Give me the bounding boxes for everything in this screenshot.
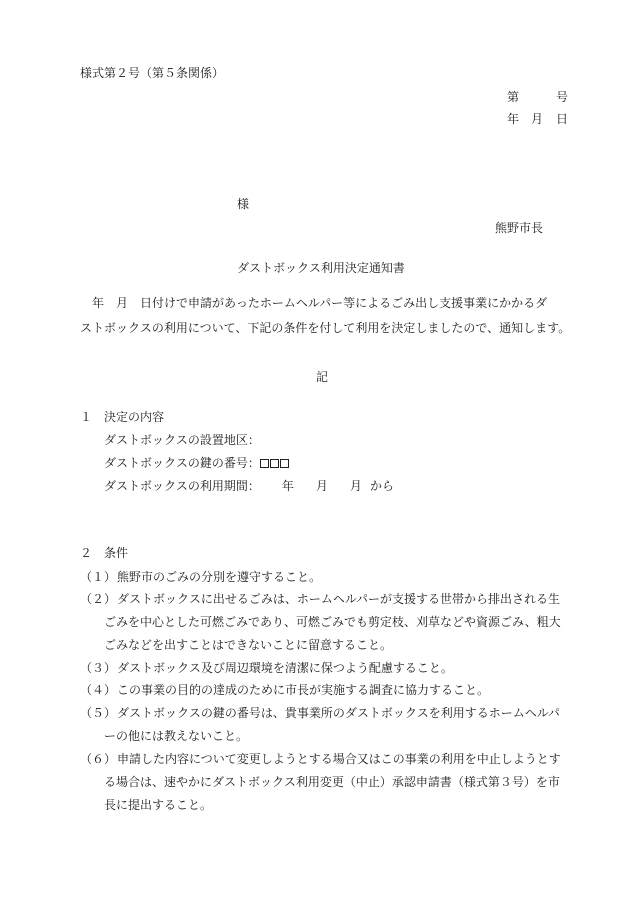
dustbox-area-label: ダストボックスの設置地区： xyxy=(104,433,260,447)
condition-item-6-line-1: 申請した内容について変更しようとする場合又はこの事業の利用を中止しようとす xyxy=(117,752,561,766)
condition-item-2-line-1: ダストボックスに出せるごみは、ホームヘルパーが支援する世帯から排出される生 xyxy=(117,592,561,606)
condition-item-4-label: （４） xyxy=(80,683,117,697)
condition-item-2-line-2: ごみを中心とした可燃ごみであり、可燃ごみでも剪定枝、刈草などや資源ごみ、粗大 xyxy=(104,615,561,629)
period-from: から xyxy=(369,479,394,493)
dustbox-key-row xyxy=(104,456,290,471)
body-line-1-rest: 日付けで申請があったホームヘルパー等によるごみ出し支援事業にかかるダ xyxy=(140,296,548,310)
body-date-month: 月 xyxy=(116,296,129,310)
period-month-1: 月 xyxy=(315,479,328,493)
condition-item-5-line-2: ーの他には教えないこと。 xyxy=(104,729,249,743)
doc-number-suffix: 号 xyxy=(556,90,569,104)
period-year: 年 xyxy=(281,479,294,493)
date-day: 日 xyxy=(556,112,569,126)
body-line-1 xyxy=(92,296,547,311)
condition-item-4-line-1: この事業の目的の達成のために市長が実施する調査に協力すること。 xyxy=(117,683,490,697)
section1-heading: 決定の内容 xyxy=(104,410,165,424)
key-digit-box xyxy=(280,459,289,468)
condition-item-6-line-2: る場合は、速やかにダストボックス利用変更（中止）承認申請書（様式第３号）を市 xyxy=(104,775,560,789)
date-year: 年 xyxy=(507,112,520,126)
condition-item-5-line-1: ダストボックスの鍵の番号は、貴事業所のダストボックスを利用するホームヘルパ xyxy=(117,706,560,720)
date-month: 月 xyxy=(531,112,544,126)
issuer-name: 熊野市長 xyxy=(495,221,544,235)
section1-number: １ xyxy=(80,410,93,424)
condition-item-1-label: （１） xyxy=(80,570,117,584)
condition-item-2-line-3: ごみなどを出すことはできないことに留意すること。 xyxy=(104,638,393,652)
period-month-2: 月 xyxy=(349,479,362,493)
condition-item-2-label: （２） xyxy=(80,592,117,606)
section2-number: ２ xyxy=(80,546,93,560)
key-digit-box xyxy=(270,459,279,468)
dustbox-period-label: ダストボックスの利用期間： xyxy=(104,479,260,493)
body-line-2: ストボックスの利用について、下記の条件を付して利用を決定しましたので、通知します。 xyxy=(80,321,571,335)
condition-item-1-line-1: 熊野市のごみの分別を遵守すること。 xyxy=(117,570,322,584)
condition-item-6-label: （６） xyxy=(80,752,117,766)
condition-item-3-line-1: ダストボックス及び周辺環境を清潔に保つよう配慮すること。 xyxy=(117,661,453,675)
doc-number-prefix: 第 xyxy=(507,90,520,104)
key-digit-box xyxy=(260,459,269,468)
condition-item-5-label: （５） xyxy=(80,706,117,720)
dustbox-period-row xyxy=(104,479,394,494)
document-title: ダストボックス利用決定通知書 xyxy=(237,261,405,275)
dustbox-key-label: ダストボックスの鍵の番号： xyxy=(104,456,260,470)
addressee-honorific: 様 xyxy=(237,197,250,211)
form-number: 様式第２号（第５条関係） xyxy=(80,66,225,80)
body-date-year: 年 xyxy=(92,296,105,310)
section2-heading: 条件 xyxy=(104,546,129,560)
condition-item-6-line-3: 長に提出すること。 xyxy=(104,798,213,812)
ki-marker: 記 xyxy=(316,370,329,384)
condition-item-3-label: （３） xyxy=(80,661,117,675)
